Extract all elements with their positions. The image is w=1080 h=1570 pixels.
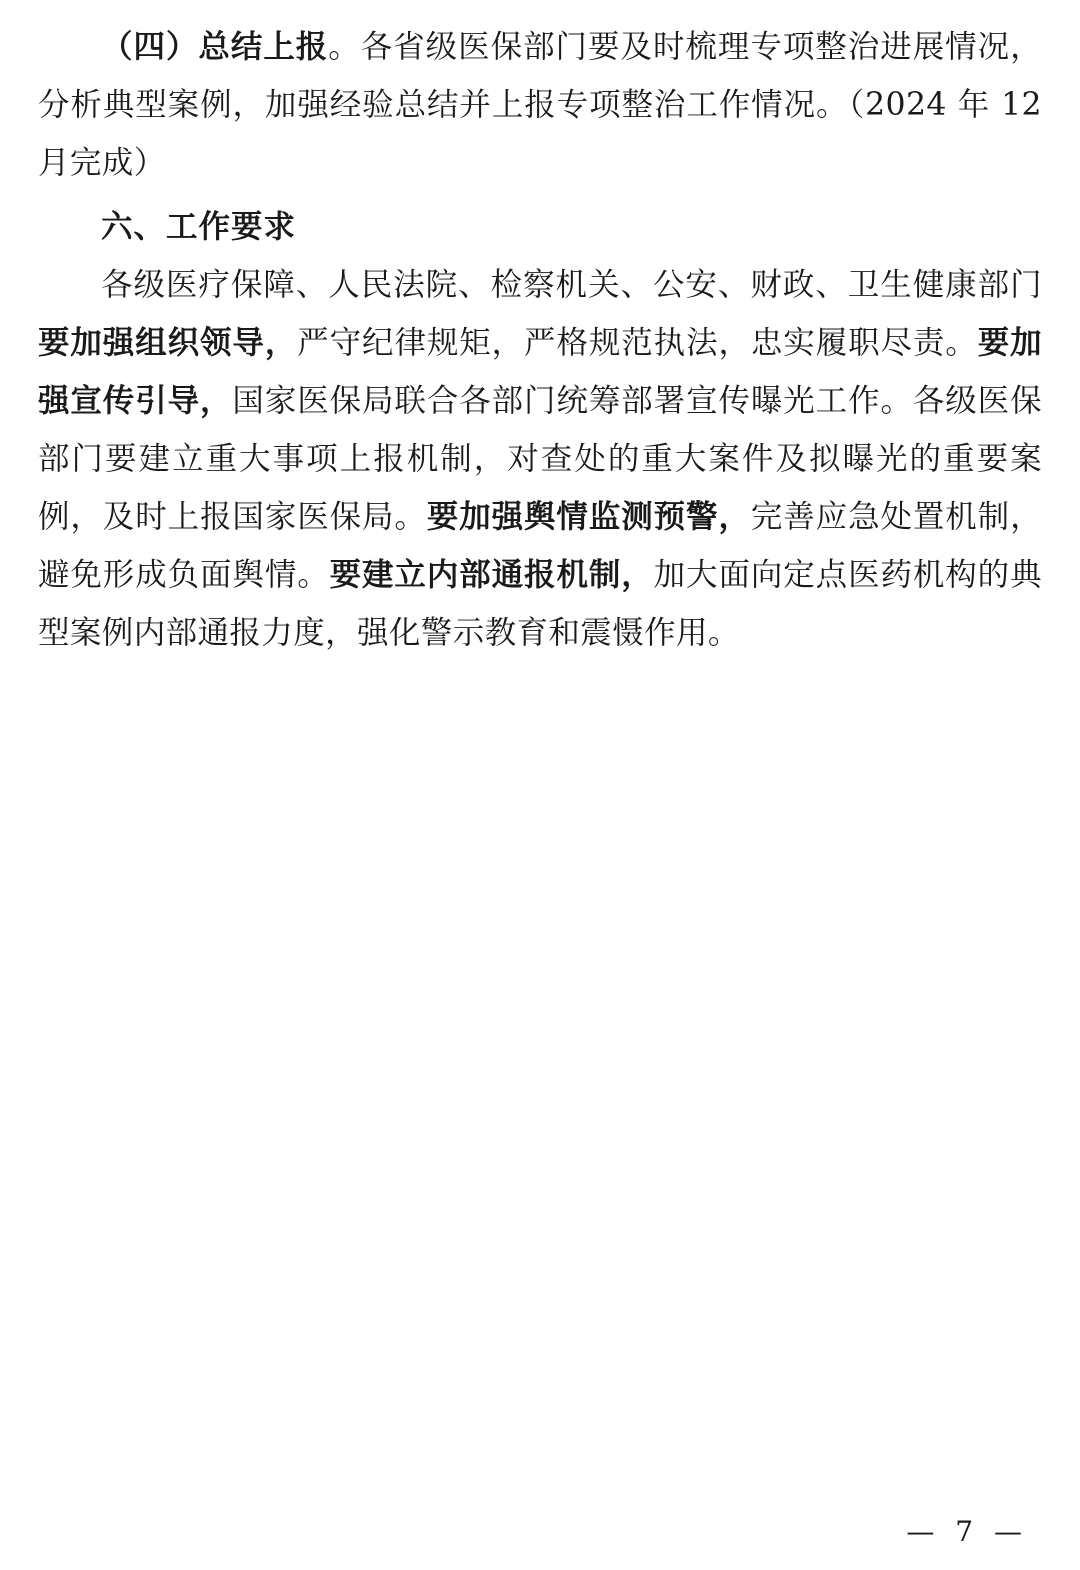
text-run: 要加强宣传引导， bbox=[38, 324, 1043, 419]
text-run: 要加强组织领导， bbox=[38, 324, 298, 361]
page-number: — 7 — bbox=[906, 1515, 1028, 1548]
text-run: 要加强舆情监测预警， bbox=[426, 498, 751, 535]
paragraph-summary-report bbox=[38, 18, 1042, 192]
paragraph-work-requirements-body bbox=[38, 256, 1042, 662]
text-run: （四） bbox=[101, 28, 199, 65]
text-run: 国家医保局联合各部门统筹部署宣传曝光工作。各级医保部门要建立重大事项上报机制，对查处的重大案件及拟曝光的重要案例，及时上报国家医保局。 bbox=[38, 383, 1042, 535]
text-run: 加大面向定点医药机构的典型案例内部通报力度，强化警示教育和震慑作用。 bbox=[38, 557, 1042, 651]
heading-work-requirements: 六、工作要求 bbox=[101, 208, 297, 245]
text-run: 。各省级医保部门要及时梳理专项整治进展情况，分析典型案例，加强经验总结并上报专项整治工作情况。（2024 年 12 月完成） bbox=[38, 29, 1042, 181]
page-footer bbox=[0, 1515, 1080, 1548]
document-body bbox=[38, 18, 1042, 662]
text-run: 严守纪律规矩，严格规范执法，忠实履职尽责。 bbox=[297, 325, 978, 361]
text-run: 要建立内部通报机制， bbox=[329, 556, 654, 593]
text-run: 各级医疗保障、人民法院、检察机关、公安、财政、卫生健康部门 bbox=[101, 267, 1042, 303]
text-run: 完善应急处置机制，避免形成负面舆情。 bbox=[38, 499, 1042, 593]
text-run: 总结上报 bbox=[198, 28, 329, 65]
